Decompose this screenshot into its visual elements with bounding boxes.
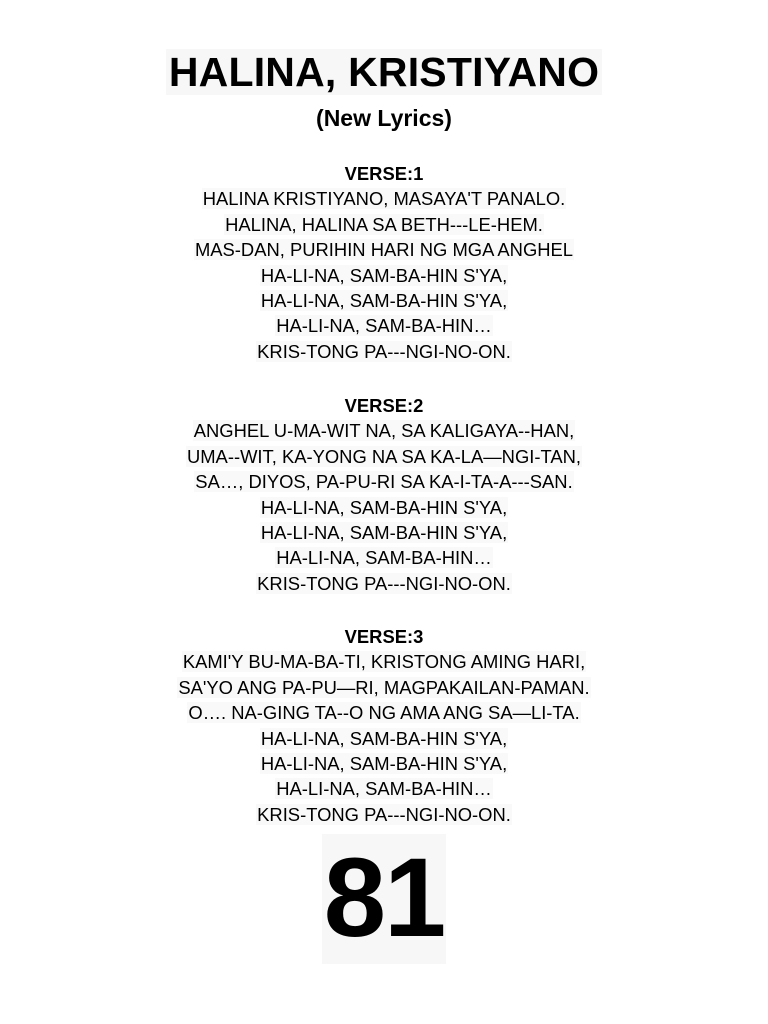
lyric-line-text: HA-LI-NA, SAM-BA-HIN S'YA, [260, 522, 508, 544]
verse-heading: VERSE:2 [344, 395, 424, 416]
lyric-line-text: HA-LI-NA, SAM-BA-HIN S'YA, [260, 496, 508, 518]
lyric-line-text: KRIS-TONG PA---NGI-NO-ON. [257, 803, 511, 825]
lyric-line [0, 571, 768, 596]
lyric-line-text: UMA--WIT, KA-YONG NA SA KA-LA—NGI-TAN, [186, 445, 582, 467]
lyric-line [0, 186, 768, 211]
song-title [0, 46, 768, 98]
lyric-line [0, 751, 768, 776]
lyric-line-text: HA-LI-NA, SAM-BA-HIN… [276, 315, 492, 337]
lyric-line [0, 237, 768, 262]
lyric-line [0, 212, 768, 237]
lyric-line-text: KAMI'Y BU-MA-BA-TI, KRISTONG AMING HARI, [182, 651, 586, 673]
lyric-line-text: HA-LI-NA, SAM-BA-HIN S'YA, [260, 290, 508, 312]
lyric-line [0, 288, 768, 313]
lyric-line [0, 649, 768, 674]
verse-2 [0, 393, 768, 596]
lyric-line-text: HALINA KRISTIYANO, MASAYA'T PANALO. [202, 188, 566, 210]
lyric-line [0, 495, 768, 520]
verse-1 [0, 161, 768, 364]
lyric-line [0, 263, 768, 288]
lyric-line [0, 339, 768, 364]
song-number: 81 [323, 835, 445, 960]
verse-heading: VERSE:3 [344, 626, 424, 647]
verse-heading: VERSE:1 [344, 163, 424, 184]
lyric-line [0, 776, 768, 801]
lyric-line-text: HA-LI-NA, SAM-BA-HIN S'YA, [260, 753, 508, 775]
verse-lines [0, 649, 768, 827]
lyric-line-text: KRIS-TONG PA---NGI-NO-ON. [257, 572, 511, 594]
lyric-line-text: HA-LI-NA, SAM-BA-HIN… [276, 547, 492, 569]
lyric-line [0, 418, 768, 443]
lyric-line-text: MAS-DAN, PURIHIN HARI NG MGA ANGHEL [194, 239, 574, 261]
lyric-line [0, 700, 768, 725]
lyric-line-text: HA-LI-NA, SAM-BA-HIN… [276, 778, 492, 800]
lyric-line-text: SA…, DIYOS, PA-PU-RI SA KA-I-TA-A---SAN. [195, 471, 573, 493]
lyric-line [0, 802, 768, 827]
lyric-line-text: KRIS-TONG PA---NGI-NO-ON. [257, 340, 511, 362]
lyric-line-text: HALINA, HALINA SA BETH---LE-HEM. [225, 213, 543, 235]
lyric-line [0, 545, 768, 570]
lyric-line [0, 726, 768, 751]
lyric-line [0, 444, 768, 469]
song-subtitle: (New Lyrics) [316, 105, 452, 131]
verse-lines [0, 186, 768, 364]
lyric-line-text: HA-LI-NA, SAM-BA-HIN S'YA, [260, 264, 508, 286]
lyric-line-text: O…. NA-GING TA--O NG AMA ANG SA—LI-TA. [188, 702, 580, 724]
lyric-line [0, 675, 768, 700]
verse-lines [0, 418, 768, 596]
song-title-text: HALINA, KRISTIYANO [166, 49, 602, 95]
verse-3 [0, 624, 768, 827]
lyric-line [0, 313, 768, 338]
lyric-line-text: SA'YO ANG PA-PU—RI, MAGPAKAILAN-PAMAN. [178, 676, 590, 698]
lyric-line-text: HA-LI-NA, SAM-BA-HIN S'YA, [260, 727, 508, 749]
lyric-line-text: ANGHEL U-MA-WIT NA, SA KALIGAYA--HAN, [193, 420, 575, 442]
lyric-line [0, 520, 768, 545]
lyric-line [0, 469, 768, 494]
